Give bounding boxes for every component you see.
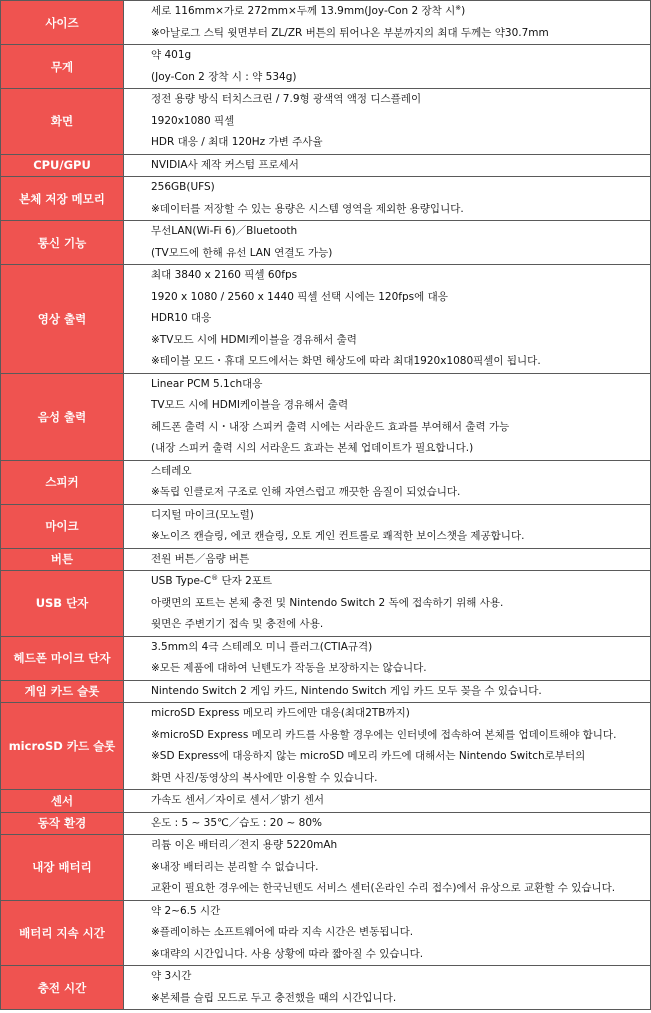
spec-value-line: ※플레이하는 소프트웨어에 따라 지속 시간은 변동됩니다. [151,926,414,938]
spec-value-line: ※독립 인클로저 구조로 인해 자연스럽고 깨끗한 음질이 되었습니다. [151,486,461,498]
spec-value-line: ※노이즈 캔슬링, 에코 캔슬링, 오토 게인 컨트롤로 쾌적한 보이스챗을 제공합니다. [151,530,525,542]
spec-value-line: (TV모드에 한해 유선 LAN 연결도 가능) [151,246,333,259]
spec-row [1,680,651,703]
spec-label: 화면 [1,89,124,155]
spec-value [124,504,651,548]
spec-row [1,89,651,155]
spec-label: 통신 기능 [1,221,124,265]
spec-value-line: 정전 용량 방식 터치스크린 / 7.9형 광색역 액정 디스플레이 [151,93,422,105]
spec-value-line: 256GB(UFS) [151,181,215,193]
spec-value-line: 헤드폰 출력 시・내장 스피커 출력 시에는 서라운드 효과를 부여해서 출력 가능 [151,420,510,433]
spec-row [1,154,651,177]
spec-value-line: 약 401g [151,49,192,61]
spec-value [124,790,651,813]
spec-value-line: ※데이터를 저장할 수 있는 용량은 시스템 영역을 제외한 용량입니다. [151,202,464,215]
spec-value-line: 스테레오 [151,464,192,477]
spec-value [124,373,651,460]
spec-value-line: 디지털 마이크(모노럴) [151,508,254,521]
spec-value-line: microSD Express 메모리 카드에만 대응(최대2TB까지) [151,707,410,719]
spec-row [1,504,651,548]
superscript-mark: ® [211,574,219,582]
spec-value [124,460,651,504]
spec-value [124,154,651,177]
spec-value [124,703,651,790]
spec-value [124,1,651,45]
spec-value-line: 약 3시간 [151,970,192,982]
spec-value-line: 전원 버튼／음량 버튼 [151,552,250,565]
spec-label: USB 단자 [1,571,124,637]
spec-row [1,571,651,637]
spec-value-line: (Joy-Con 2 장착 시 : 약 534g) [151,70,297,83]
spec-value [124,45,651,89]
spec-label: 충전 시간 [1,966,124,1010]
spec-label: 음성 출력 [1,373,124,460]
spec-label: microSD 카드 슬롯 [1,703,124,790]
spec-label: 무게 [1,45,124,89]
spec-value-line: 무선LAN(Wi-Fi 6)／Bluetooth [151,225,298,237]
spec-value-line: ※아날로그 스틱 윗면부터 ZL/ZR 버튼의 튀어나온 부분까지의 최대 두께는 약30.7mm [151,26,549,39]
spec-value-line: 최대 3840 x 2160 픽셀 60fps [151,269,298,281]
spec-value-line: 약 2~6.5 시간 [151,904,221,917]
spec-value-line: TV모드 시에 HDMI케이블을 경유해서 출력 [151,399,349,411]
spec-label: 스피커 [1,460,124,504]
spec-value-line: 3.5mm의 4극 스테레오 미니 플러그(CTIA규격) [151,640,373,653]
spec-label: 센서 [1,790,124,813]
spec-value-line: (내장 스피커 출력 시의 서라운드 효과는 본체 업데이트가 필요합니다.) [151,442,474,454]
spec-value-line: ※대략의 시간입니다. 사용 상황에 따라 짧아질 수 있습니다. [151,947,424,960]
spec-value-line: NVIDIA사 제작 커스텀 프로세서 [151,158,299,171]
spec-value-line: ※SD Express에 대응하지 않는 microSD 메모리 카드에 대해서는 Nintendo Switch로부터의 [151,750,586,762]
superscript-mark: ※ [455,4,462,12]
spec-row [1,1,651,45]
spec-value [124,636,651,680]
spec-value-line: ※모든 제품에 대하여 닌텐도가 작동을 보장하지는 않습니다. [151,662,427,674]
spec-value [124,900,651,966]
spec-value-line: Linear PCM 5.1ch대응 [151,377,263,390]
spec-value-line: 1920x1080 픽셀 [151,114,235,127]
spec-value-line: 화면 사진/동영상의 복사에만 이용할 수 있습니다. [151,771,378,784]
spec-value-line: ※테이블 모드・휴대 모드에서는 화면 해상도에 따라 최대1920x1080픽셀이 됩니다. [151,355,541,367]
spec-label: 게임 카드 슬롯 [1,680,124,703]
spec-value-line: ※내장 배터리는 분리할 수 없습니다. [151,860,319,873]
spec-label: 동작 환경 [1,812,124,835]
spec-row [1,636,651,680]
spec-row [1,548,651,571]
spec-value-line: 가속도 센서／자이로 센서／밝기 센서 [151,794,325,806]
spec-value [124,571,651,637]
spec-row [1,177,651,221]
spec-value [124,548,651,571]
spec-label: 본체 저장 메모리 [1,177,124,221]
spec-value-line: 아랫면의 포트는 본체 충전 및 Nintendo Switch 2 독에 접속하기 위해 사용. [151,596,504,609]
spec-table-body [1,1,651,1010]
spec-row [1,703,651,790]
spec-row [1,812,651,835]
spec-label: 마이크 [1,504,124,548]
spec-value [124,966,651,1010]
spec-value [124,680,651,703]
spec-label: 사이즈 [1,1,124,45]
spec-value [124,265,651,374]
spec-value-line: USB Type-C® 단자 2포트 [151,574,273,587]
spec-row [1,835,651,901]
spec-value-line: 리튬 이온 배터리／전지 용량 5220mAh [151,839,338,851]
spec-value-line: 교환이 필요한 경우에는 한국닌텐도 서비스 센터(온라인 수리 접수)에서 유상으로 교환할 수 있습니다. [151,882,616,894]
spec-value-line: ※microSD Express 메모리 카드를 사용할 경우에는 인터넷에 접속하여 본체를 업데이트해야 합니다. [151,728,617,741]
spec-row [1,265,651,374]
spec-value [124,835,651,901]
spec-label: CPU/GPU [1,154,124,177]
spec-row [1,373,651,460]
spec-value-line: HDR10 대응 [151,312,212,324]
spec-value-line: ※TV모드 시에 HDMI케이블을 경유해서 출력 [151,333,357,346]
spec-value-line: 윗면은 주변기기 접속 및 충전에 사용. [151,618,324,630]
spec-row [1,790,651,813]
spec-value-line: HDR 대응 / 최대 120Hz 가변 주사율 [151,136,323,148]
spec-value [124,177,651,221]
spec-value-line: ※본체를 슬립 모드로 두고 충전했을 때의 시간입니다. [151,991,397,1004]
spec-value [124,221,651,265]
spec-value [124,812,651,835]
spec-value-line: 세로 116mm×가로 272mm×두께 13.9mm(Joy-Con 2 장착 시※) [151,4,466,17]
spec-row [1,221,651,265]
spec-value-line: 1920 x 1080 / 2560 x 1440 픽셀 선택 시에는 120fps에 대응 [151,290,448,303]
spec-label: 내장 배터리 [1,835,124,901]
spec-label: 버튼 [1,548,124,571]
spec-value [124,89,651,155]
spec-value-line: 온도 : 5 ~ 35℃／습도 : 20 ~ 80% [151,816,322,829]
spec-row [1,45,651,89]
spec-label: 영상 출력 [1,265,124,374]
spec-value-line: Nintendo Switch 2 게임 카드, Nintendo Switch 게임 카드 모두 꽂을 수 있습니다. [151,684,542,697]
spec-row [1,460,651,504]
spec-label: 헤드폰 마이크 단자 [1,636,124,680]
spec-row [1,966,651,1010]
spec-label: 배터리 지속 시간 [1,900,124,966]
spec-row [1,900,651,966]
